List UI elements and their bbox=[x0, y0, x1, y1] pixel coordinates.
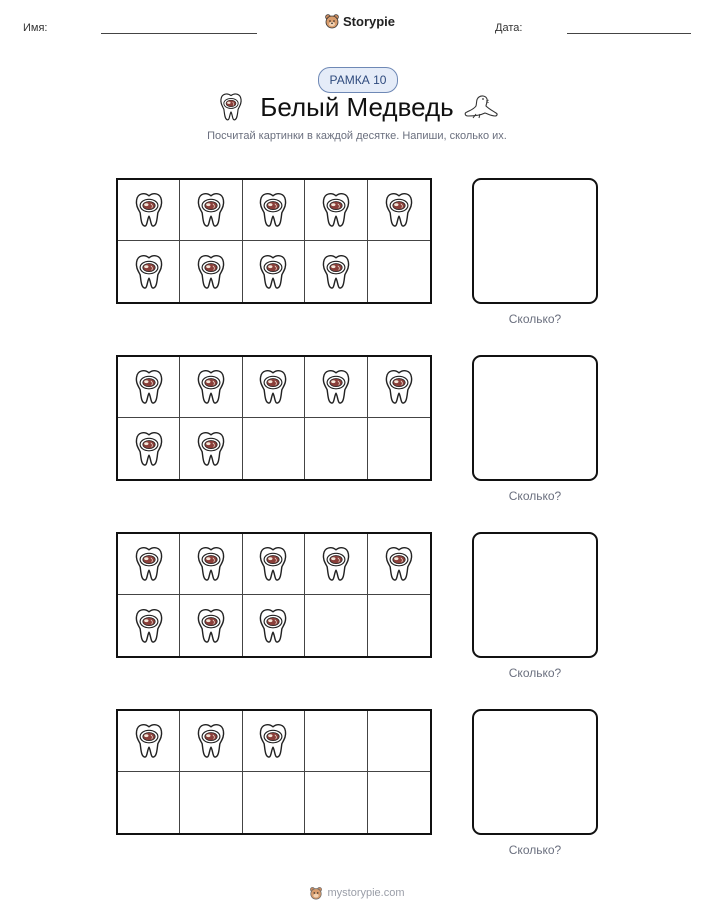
frame-cell bbox=[305, 711, 367, 772]
answer-label: Сколько? bbox=[508, 666, 562, 680]
frame-cell bbox=[243, 357, 305, 418]
bear-mascot-icon bbox=[324, 13, 340, 29]
frame-cell bbox=[368, 595, 430, 656]
tooth-with-meat-icon bbox=[257, 607, 289, 645]
frame-cell bbox=[305, 595, 367, 656]
frame-cell bbox=[118, 241, 180, 302]
name-line bbox=[101, 33, 257, 34]
tooth-with-meat-icon bbox=[133, 722, 165, 760]
footer bbox=[0, 886, 714, 900]
tooth-with-meat-icon bbox=[133, 545, 165, 583]
frame-cell bbox=[305, 772, 367, 833]
tooth-with-meat-icon bbox=[257, 722, 289, 760]
tooth-with-meat-icon bbox=[195, 368, 227, 406]
tooth-with-meat-icon bbox=[257, 545, 289, 583]
tooth-with-meat-icon bbox=[133, 607, 165, 645]
frame-cell bbox=[368, 357, 430, 418]
page-title: Белый Медведь bbox=[260, 92, 454, 122]
frame-cell bbox=[368, 534, 430, 595]
frame-cell bbox=[118, 357, 180, 418]
frame-cell bbox=[118, 534, 180, 595]
frame-cell bbox=[180, 241, 242, 302]
frame-cell bbox=[243, 180, 305, 241]
frame-cell bbox=[180, 772, 242, 833]
tooth-with-meat-icon bbox=[320, 253, 352, 291]
name-label: Имя: bbox=[23, 22, 48, 34]
frame-cell bbox=[118, 711, 180, 772]
frame-cell bbox=[243, 711, 305, 772]
instructions: Посчитай картинки в каждой десятке. Напиши, сколько их. bbox=[207, 130, 507, 142]
frame-cell bbox=[305, 180, 367, 241]
ten-frame bbox=[116, 709, 432, 835]
tooth-with-meat-icon bbox=[195, 430, 227, 468]
frame-cell bbox=[368, 711, 430, 772]
brand-name: Storypie bbox=[343, 13, 396, 29]
tooth-with-meat-icon bbox=[133, 191, 165, 229]
tooth-with-meat-icon bbox=[133, 368, 165, 406]
frame-cell bbox=[305, 418, 367, 479]
frame-cell bbox=[305, 534, 367, 595]
frame-cell bbox=[243, 418, 305, 479]
frame-cell bbox=[180, 711, 242, 772]
ten-frame-row-2 bbox=[0, 355, 714, 515]
frame-cell bbox=[118, 180, 180, 241]
ten-frame-row-3 bbox=[0, 532, 714, 692]
frame-cell bbox=[368, 418, 430, 479]
answer-label: Сколько? bbox=[508, 489, 562, 503]
frame-cell bbox=[180, 357, 242, 418]
frame-cell bbox=[368, 241, 430, 302]
frame-cell bbox=[243, 534, 305, 595]
tooth-with-meat-icon bbox=[195, 253, 227, 291]
frame-cell bbox=[180, 180, 242, 241]
tooth-with-meat-icon bbox=[383, 191, 415, 229]
footer-url[interactable]: mystorypie.com bbox=[327, 887, 405, 899]
frame-cell bbox=[305, 241, 367, 302]
frame-cell bbox=[180, 534, 242, 595]
tooth-with-meat-icon bbox=[195, 545, 227, 583]
answer-box[interactable] bbox=[472, 178, 598, 304]
tooth-with-meat-icon bbox=[320, 191, 352, 229]
frame-cell bbox=[118, 772, 180, 833]
ten-frame-row-4 bbox=[0, 709, 714, 869]
ten-frame bbox=[116, 355, 432, 481]
answer-box[interactable] bbox=[472, 355, 598, 481]
date-line bbox=[567, 33, 691, 34]
frame-cell bbox=[243, 241, 305, 302]
frame-cell bbox=[243, 595, 305, 656]
tooth-with-meat-icon bbox=[383, 545, 415, 583]
frame-cell bbox=[180, 595, 242, 656]
frame-badge: РАМКА 10 bbox=[318, 67, 398, 93]
frame-cell bbox=[368, 772, 430, 833]
frame-cell bbox=[305, 357, 367, 418]
answer-box[interactable] bbox=[472, 709, 598, 835]
tooth-with-meat-icon bbox=[257, 191, 289, 229]
tooth-with-meat-icon bbox=[195, 191, 227, 229]
date-label: Дата: bbox=[495, 22, 523, 34]
bear-mascot-icon bbox=[309, 886, 323, 900]
seal-icon bbox=[462, 94, 500, 125]
tooth-with-meat-icon bbox=[257, 253, 289, 291]
answer-box[interactable] bbox=[472, 532, 598, 658]
ten-frame bbox=[116, 178, 432, 304]
answer-label: Сколько? bbox=[508, 312, 562, 326]
tooth-with-meat-icon bbox=[383, 368, 415, 406]
frame-cell bbox=[118, 595, 180, 656]
answer-label: Сколько? bbox=[508, 843, 562, 857]
frame-cell bbox=[243, 772, 305, 833]
frame-cell bbox=[118, 418, 180, 479]
tooth-with-meat-icon bbox=[195, 722, 227, 760]
tooth-with-meat-icon bbox=[320, 545, 352, 583]
ten-frame bbox=[116, 532, 432, 658]
tooth-with-meat-icon bbox=[320, 368, 352, 406]
tooth-with-meat-icon bbox=[257, 368, 289, 406]
tooth-with-meat-icon bbox=[133, 430, 165, 468]
frame-cell bbox=[368, 180, 430, 241]
ten-frame-row-1 bbox=[0, 178, 714, 338]
tooth-with-meat-icon bbox=[195, 607, 227, 645]
tooth-with-meat-icon bbox=[133, 253, 165, 291]
brand-logo bbox=[324, 13, 395, 29]
frame-cell bbox=[180, 418, 242, 479]
